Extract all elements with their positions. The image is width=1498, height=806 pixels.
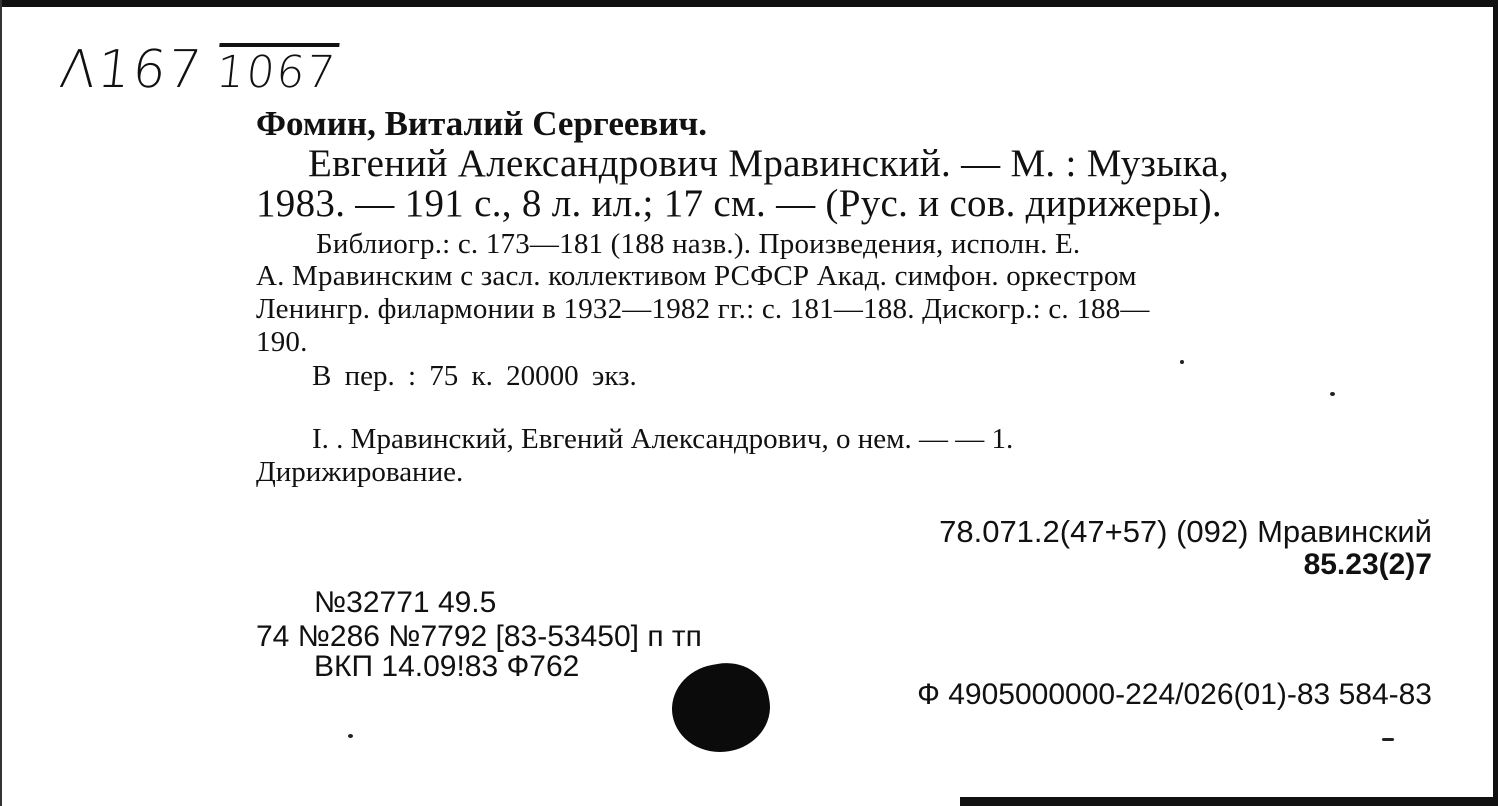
publisher-index-line: Ф 4905000000-224/026(01)-83 584-83 xyxy=(917,678,1432,711)
registry-line-2: 74 №286 №7792 [83-53450] п тп xyxy=(256,620,702,653)
dust-speck xyxy=(1330,392,1335,396)
note-line-4: 190. xyxy=(256,326,308,358)
dust-speck xyxy=(1180,360,1184,364)
registry-line-1: №32771 49.5 xyxy=(314,586,497,619)
subject-heading-line-2: Дирижирование. xyxy=(256,456,464,488)
handwritten-code: Λ167 xyxy=(56,40,206,100)
note-line-1: Библиогр.: с. 173—181 (188 назв.). Произведения, исполн. Е. xyxy=(316,228,1081,260)
note-line-2: А. Мравинским с засл. коллективом РСФСР Акад. симфон. оркестром xyxy=(256,260,1137,292)
note-line-3: Ленингр. филармонии в 1932—1982 гг.: с. 181—188. Дискогр.: с. 188— xyxy=(256,293,1150,325)
author-heading: Фомин, Виталий Сергеевич. xyxy=(256,104,707,143)
title-line-2: 1983. — 191 с., 8 л. ил.; 17 см. — (Рус. и сов. дирижеры). xyxy=(256,182,1222,225)
title-line-1: Евгений Александрович Мравинский. — М. : Музыка, xyxy=(308,142,1230,185)
dust-speck xyxy=(1382,738,1394,741)
handwritten-number: 1067 xyxy=(213,47,340,98)
udc-classification: 78.071.2(47+57) (092) Мравинский xyxy=(939,514,1432,549)
registry-line-3: ВКП 14.09!83 Ф762 xyxy=(314,650,580,683)
card-bottom-edge xyxy=(960,797,1498,806)
dust-speck xyxy=(348,734,353,738)
card-top-edge xyxy=(0,0,1498,7)
price-print-run: В пер. : 75 к. 20000 экз. xyxy=(312,360,637,392)
bbk-classification: 85.23(2)7 xyxy=(1303,548,1432,581)
handwritten-shelfmark xyxy=(57,40,340,100)
card-right-edge xyxy=(1493,0,1498,806)
subject-heading-line-1: I. . Мравинский, Евгений Александрович, о нем. — — 1. xyxy=(312,423,1014,455)
card-left-edge xyxy=(0,0,2,806)
punch-hole xyxy=(665,656,777,760)
